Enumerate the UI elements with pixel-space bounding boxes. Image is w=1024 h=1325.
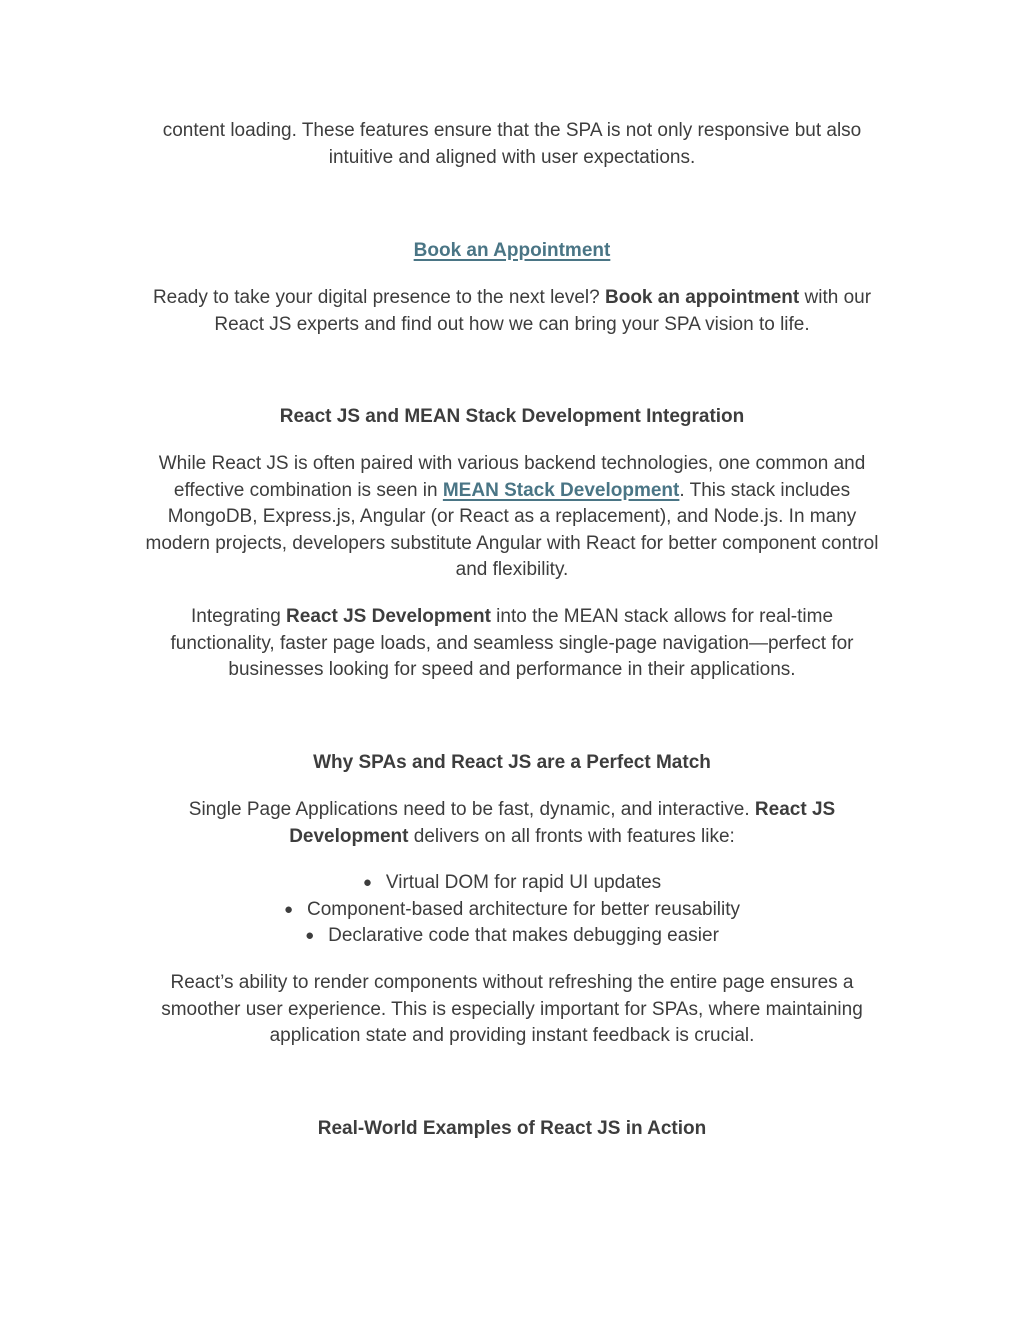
mean-stack-development-link[interactable]: MEAN Stack Development [442,479,680,501]
mean-section-heading: React JS and MEAN Stack Development Integration [279,406,745,427]
why-p1-bold-2: Development [289,825,409,847]
mean-p2-pre: Integrating [190,606,287,627]
why-p2-line-1: React’s ability to render components without refreshing the entire page ensures a [170,972,854,993]
bullet-icon: ● [283,900,294,918]
intro-line-1: content loading. These features ensure that the SPA is not only responsive but also [162,120,862,141]
appointment-paragraph [112,285,912,338]
appointment-text-line-2: React JS experts and find out how we can bring your SPA vision to life. [214,313,810,335]
why-p1-bold-1: React JS [754,799,836,820]
mean-p2-bold: React JS Development [286,606,491,627]
mean-p2-line-1-post: into the MEAN stack allows for real-time [490,606,834,627]
why-p2-line-2: smoother user experience. This is especially important for SPAs, where maintaining [161,998,863,1020]
mean-p2-line-3: businesses looking for speed and performance in their applications. [228,659,796,681]
appointment-bold-text: Book an appointment [605,287,800,308]
feature-bullet-list [112,870,912,950]
list-item [112,870,912,897]
intro-line-2: intuitive and aligned with user expectations. [328,146,696,168]
mean-p1-line-3: MongoDB, Express.js, Angular (or React as a replacement), and Node.js. In many [167,506,857,528]
examples-section-heading: Real-World Examples of React JS in Action [317,1118,707,1139]
appointment-heading-wrap [112,238,912,265]
list-item [112,897,912,924]
mean-p1-line-2-post: . This stack includes [679,479,851,501]
mean-paragraph-2 [112,604,912,684]
intro-paragraph [112,118,912,171]
book-appointment-link[interactable]: Book an Appointment [413,240,611,261]
bullet-text: Virtual DOM for rapid UI updates [385,872,662,893]
list-item [112,923,912,950]
bullet-text: Component-based architecture for better reusability [307,898,741,920]
appointment-text-pre: Ready to take your digital presence to the next level? [152,287,605,308]
mean-p1-line-5: and flexibility. [455,559,569,581]
mean-p2-line-2: functionality, faster page loads, and seamless single-page navigation—perfect for [170,632,854,654]
mean-p1-line-1: While React JS is often paired with various backend technologies, one common and [158,453,866,474]
why-p1-pre: Single Page Applications need to be fast, dynamic, and interactive. [188,799,755,820]
bullet-icon: ● [362,874,372,891]
mean-paragraph-1 [112,451,912,584]
why-paragraph-1 [112,797,912,850]
why-p2-line-3: application state and providing instant feedback is crucial. [269,1025,755,1047]
bullet-text: Declarative code that makes debugging easier [328,925,719,947]
why-section-heading: Why SPAs and React JS are a Perfect Match [313,752,711,773]
why-paragraph-2 [112,970,912,1050]
mean-p1-line-2-pre: effective combination is seen in [173,479,443,501]
bullet-icon: ● [305,927,315,945]
why-p1-post: delivers on all fronts with features like: [408,825,735,847]
appointment-text-post: with our [799,287,872,308]
mean-p1-line-4: modern projects, developers substitute Angular with React for better component control [145,532,879,554]
